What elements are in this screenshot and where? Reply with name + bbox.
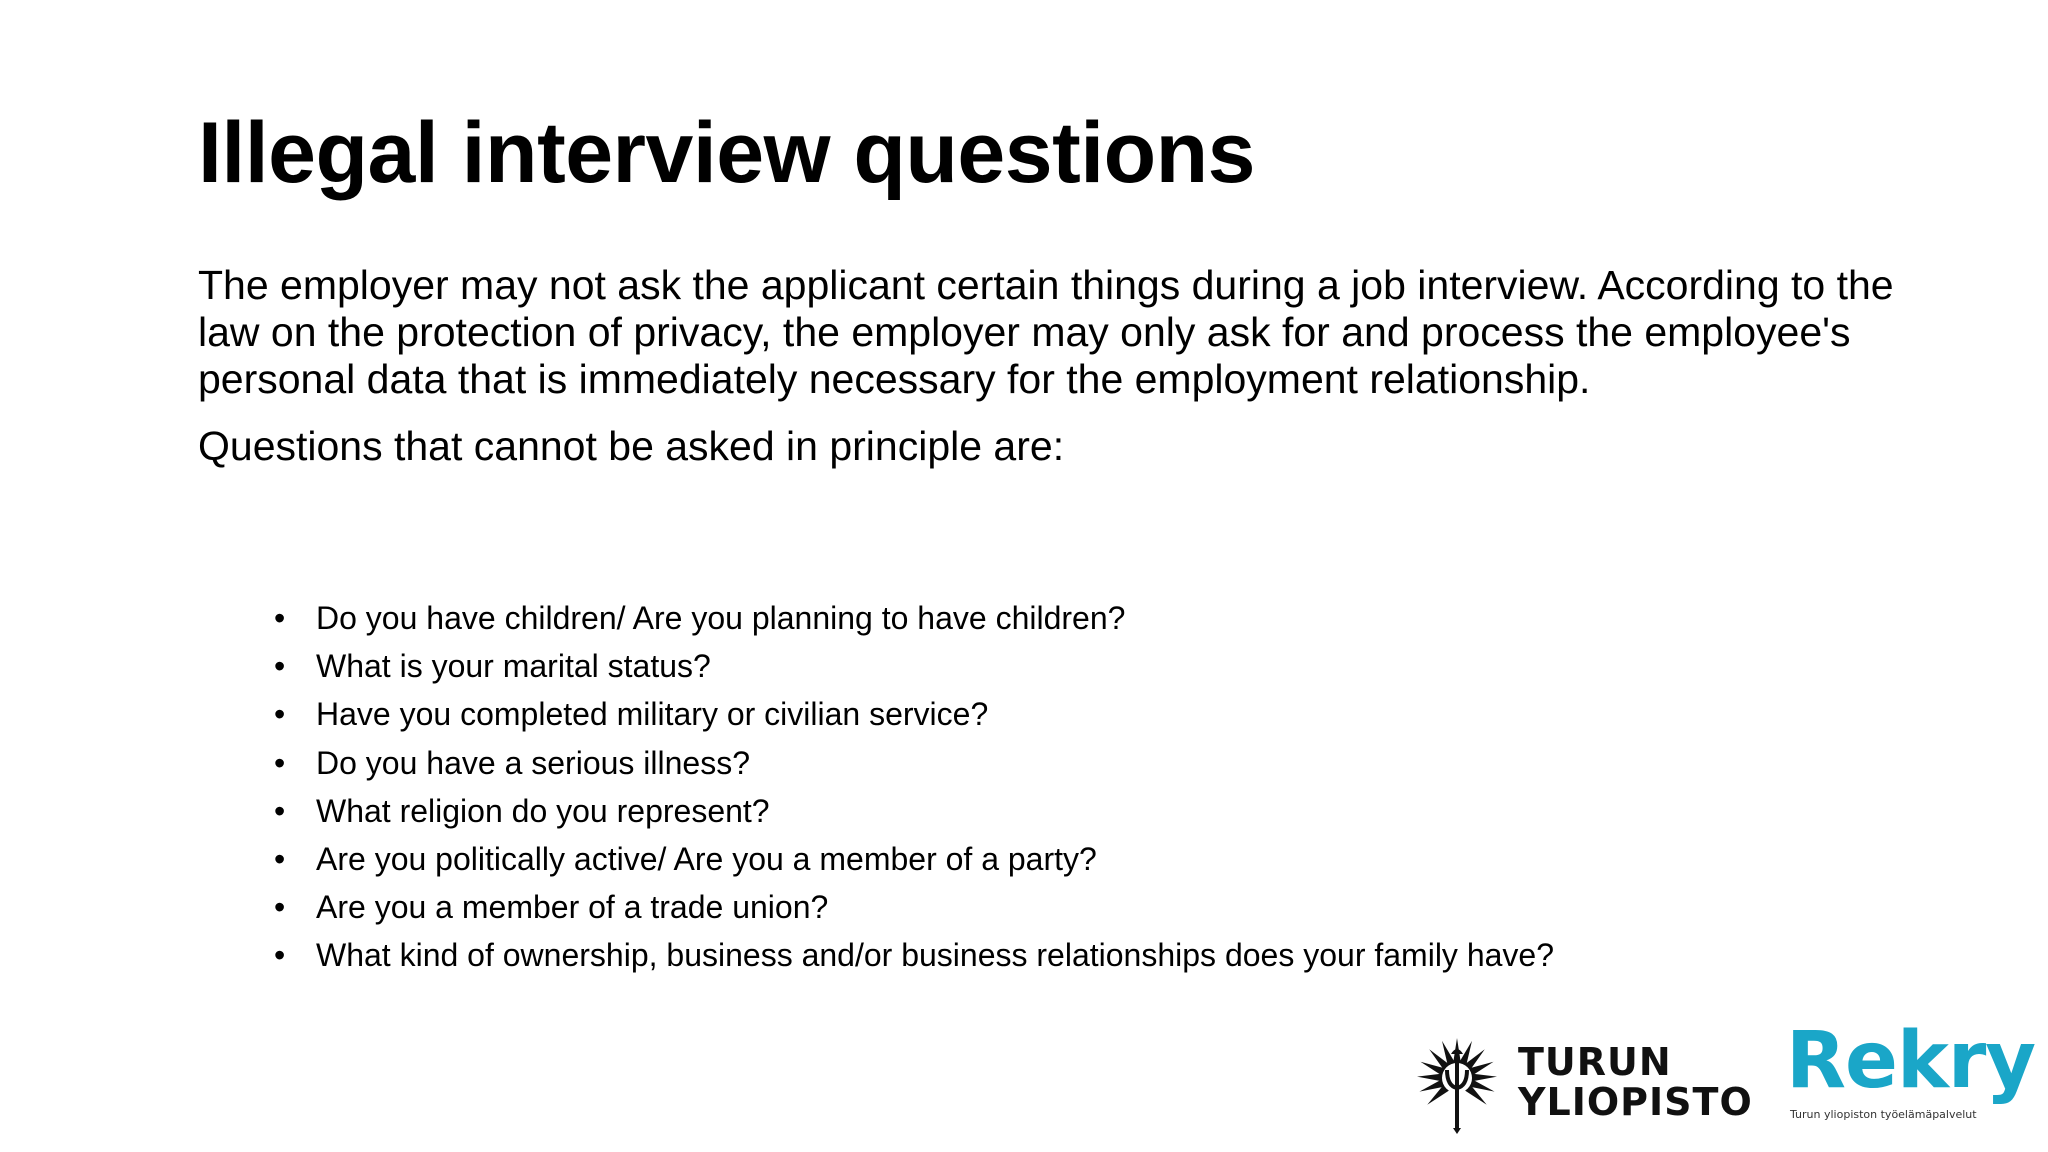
university-wordmark — [1518, 1042, 1753, 1122]
rekry-tagline: Turun yliopiston työelämäpalvelut — [1790, 1108, 1977, 1121]
bullet-dot: • — [274, 937, 286, 974]
university-wordmark-line2: YLIOPISTO — [1518, 1080, 1753, 1124]
bullet-list — [274, 594, 1554, 980]
list-item — [274, 787, 1554, 835]
list-item — [274, 642, 1554, 690]
list-item-text: Are you a member of a trade union? — [316, 889, 829, 926]
list-item — [274, 835, 1554, 883]
rekry-wordmark: Rekry — [1786, 1016, 2036, 1106]
list-item — [274, 594, 1554, 642]
slide-title: Illegal interview questions — [198, 105, 1256, 201]
list-item — [274, 931, 1554, 979]
university-emblem-icon — [1412, 1034, 1502, 1134]
list-item-text: Have you completed military or civilian service? — [316, 696, 989, 733]
list-item-text: What is your marital status? — [316, 648, 711, 685]
bullet-dot: • — [274, 696, 286, 733]
list-item — [274, 883, 1554, 931]
list-item-text: What kind of ownership, business and/or business relationships does your family have? — [316, 937, 1554, 974]
rekry-logo — [1786, 1016, 2036, 1124]
bullet-dot: • — [274, 841, 286, 878]
university-logo — [1412, 1028, 1753, 1138]
questions-heading: Questions that cannot be asked in principle are: — [198, 423, 1065, 469]
list-item-text: Do you have a serious illness? — [316, 744, 751, 781]
list-item-text: What religion do you represent? — [316, 792, 770, 829]
bullet-dot: • — [274, 744, 286, 781]
bullet-dot: • — [274, 600, 286, 636]
list-item-text: Are you politically active/ Are you a member of a party? — [316, 841, 1097, 878]
bullet-dot: • — [274, 889, 286, 926]
list-item — [274, 739, 1554, 787]
university-wordmark-line1: TURUN — [1518, 1040, 1672, 1084]
slide-body — [198, 262, 1898, 490]
bullet-dot: • — [274, 792, 286, 829]
list-item — [274, 690, 1554, 738]
list-item-text: Do you have children/ Are you planning to have children? — [316, 600, 1126, 636]
intro-paragraph: The employer may not ask the applicant certain things during a job interview. According to the law on the protection of privacy, the employer may only ask for and process the employee's personal data that is immediately necessary for the employment relationship. — [198, 262, 1894, 402]
bullet-dot: • — [274, 648, 286, 685]
